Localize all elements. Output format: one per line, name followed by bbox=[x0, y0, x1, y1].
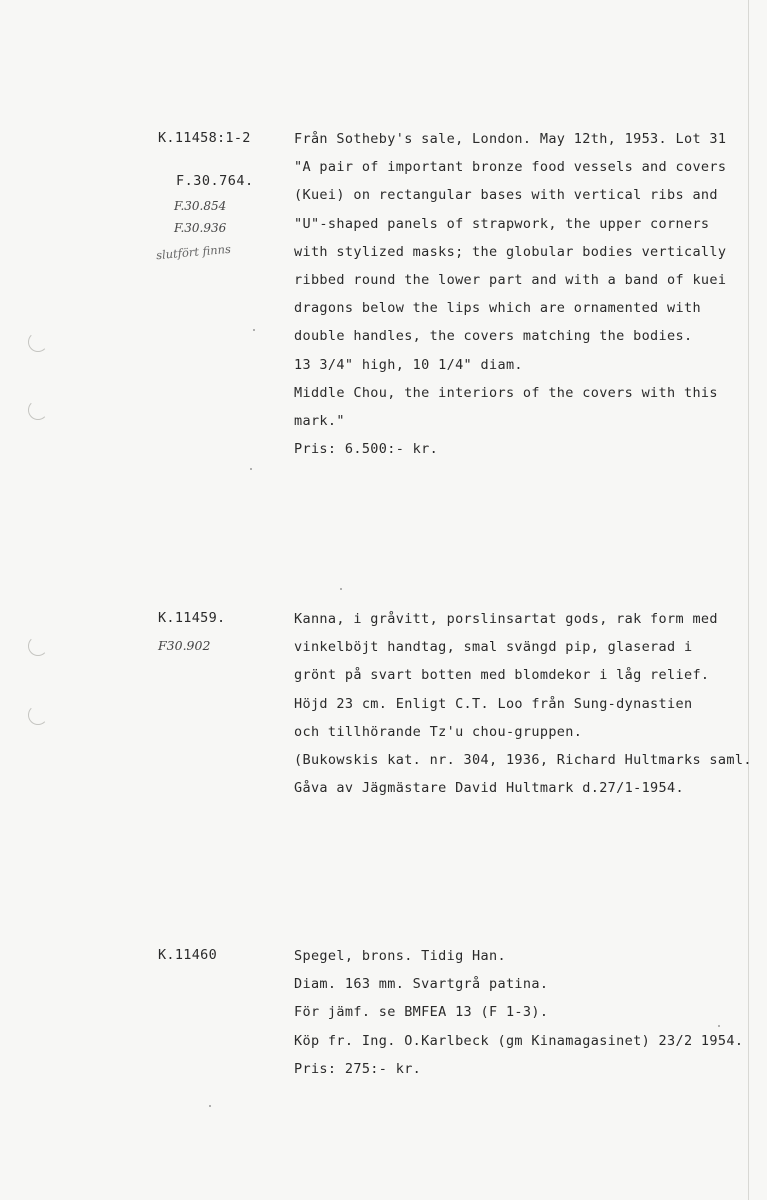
paper-speck bbox=[209, 1105, 211, 1107]
entry-description bbox=[294, 605, 754, 802]
paper-speck bbox=[340, 588, 342, 590]
text-line: double handles, the covers matching the bodies. bbox=[294, 328, 693, 345]
text-line: Från Sotheby's sale, London. May 12th, 1953. Lot 31 bbox=[294, 131, 727, 147]
text-line: with stylized masks; the globular bodies vertically bbox=[294, 243, 727, 260]
text-line: För jämf. se BMFEA 13 (F 1-3). bbox=[294, 1004, 549, 1021]
text-line: Gåva av Jägmästare David Hultmark d.27/1-1954. bbox=[294, 780, 684, 797]
handwritten-note: F30.902 bbox=[158, 638, 211, 653]
binder-hole bbox=[28, 636, 48, 656]
text-line: "U"-shaped panels of strapwork, the upper corners bbox=[294, 215, 710, 232]
paper-speck bbox=[718, 1025, 720, 1027]
catalog-number: K.11459. bbox=[158, 610, 226, 626]
text-line: (Bukowskis kat. nr. 304, 1936, Richard Hultmarks saml. bbox=[294, 751, 752, 768]
catalog-number: K.11460 bbox=[158, 947, 217, 963]
text-line: (Kuei) on rectangular bases with vertical ribs and bbox=[294, 187, 718, 204]
paper-speck bbox=[253, 329, 255, 331]
text-line: Höjd 23 cm. Enligt C.T. Loo från Sung-dynastien bbox=[294, 695, 693, 712]
paper-speck bbox=[250, 468, 252, 470]
catalog-number: K.11458:1-2 bbox=[158, 130, 251, 146]
text-line: Kanna, i gråvitt, porslinsartat gods, rak form med bbox=[294, 611, 718, 627]
text-line: "A pair of important bronze food vessels and covers bbox=[294, 159, 727, 176]
text-line: ribbed round the lower part and with a band of kuei bbox=[294, 271, 727, 288]
text-line: Middle Chou, the interiors of the covers with this bbox=[294, 384, 718, 401]
text-line: Diam. 163 mm. Svartgrå patina. bbox=[294, 976, 549, 993]
text-line: Pris: 275:- kr. bbox=[294, 1060, 422, 1077]
handwritten-note: F.30.936 bbox=[174, 221, 227, 235]
text-line: Pris: 6.500:- kr. bbox=[294, 441, 439, 458]
text-line: Köp fr. Ing. O.Karlbeck (gm Kinamagasinet) 23/2 1954. bbox=[294, 1032, 744, 1049]
entry-description bbox=[294, 942, 754, 1083]
text-line: och tillhörande Tz'u chou-gruppen. bbox=[294, 723, 583, 740]
binder-hole bbox=[28, 400, 48, 420]
handwritten-note: F.30.854 bbox=[174, 199, 227, 213]
binder-hole bbox=[28, 332, 48, 352]
text-line: mark." bbox=[294, 412, 345, 429]
handwritten-note: slutfört finns bbox=[155, 241, 232, 263]
inventory-note: F.30.764. bbox=[176, 173, 254, 189]
text-line: dragons below the lips which are ornamented with bbox=[294, 300, 701, 317]
text-line: grönt på svart botten med blomdekor i låg relief. bbox=[294, 667, 710, 684]
text-line: 13 3/4" high, 10 1/4" diam. bbox=[294, 356, 523, 373]
text-line: vinkelböjt handtag, smal svängd pip, glaserad i bbox=[294, 639, 693, 656]
binder-hole bbox=[28, 705, 48, 725]
text-line: Spegel, brons. Tidig Han. bbox=[294, 948, 506, 964]
entry-description bbox=[294, 125, 754, 463]
